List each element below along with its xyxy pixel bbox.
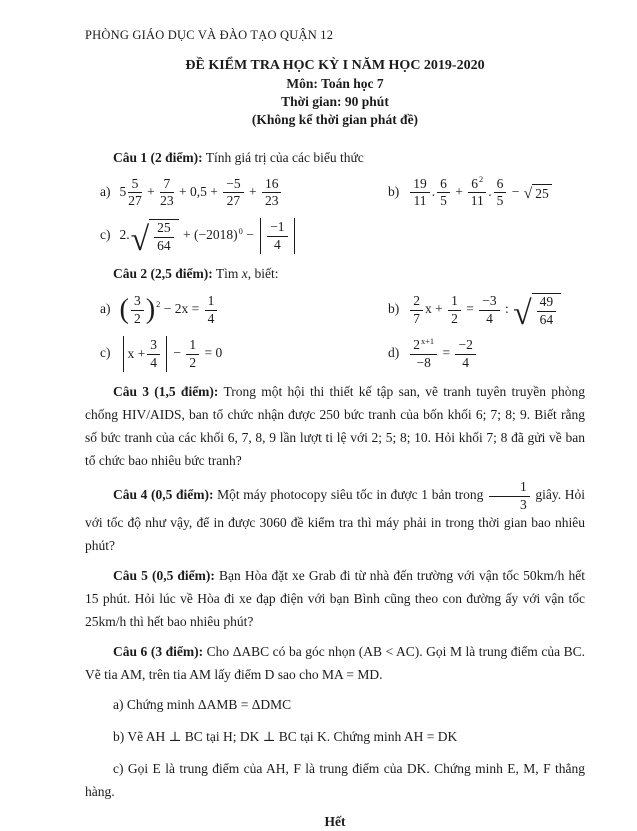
q5-text: Bạn Hòa đặt xe Grab đi từ nhà đến trường với vận tốc 50km/h hết 15 phút. Hỏi lúc về Hòa đi xe đạp điện với bạn Bình cũng theo con đường ấy với vận tốc 25km/h thì hết bao nhiêu phút? <box>85 568 585 630</box>
q1-heading: Câu 1 (2 điểm): <box>113 149 203 165</box>
fraction: $\frac{3}{2}$ <box>131 294 144 326</box>
q2a-formula: ( $\frac{3}{2}$ ) $^2$ − 2x = $\frac{1}{4}$ <box>120 301 220 316</box>
subject-line: Môn: Toán học 7 <box>286 76 384 92</box>
q2-intro-post: , biết: <box>247 266 279 282</box>
q1c-formula: 2. √ $\frac{25}{64}$ + $(-2018)^0$ − $\frac{-1}{4}$ <box>120 227 298 242</box>
q2-row-1 <box>85 293 585 332</box>
note-line: (Không kể thời gian phát đề) <box>251 112 419 128</box>
title-block <box>85 57 585 129</box>
q1-part-c <box>100 218 388 258</box>
fraction: $\frac{1}{2}$ <box>448 294 461 326</box>
q1b-label: b) <box>388 184 400 200</box>
fraction: $\frac{7}{23}$ <box>160 175 174 209</box>
fraction: $\frac{1}{4}$ <box>205 294 218 326</box>
fraction: $\frac{-3}{4}$ <box>479 294 499 326</box>
q2c-formula: x + $\frac{3}{4}$ − $\frac{1}{2}$ = 0 <box>120 345 223 360</box>
q2c-label: c) <box>100 345 111 361</box>
fraction: $\frac{6}{5}$ <box>494 177 507 209</box>
q3-text: Trong một hội thi thiết kế tập san, vẽ tranh tuyên truyền phòng chống HIV/AIDS, ban tổ chức nhận được 250 bức tranh của bốn khối 6; 7; 8; 9. Biết rằng số bức tranh của các khối 6, 7, 8, 9 lần lượt ti lệ với 2; 5; 8; 10. Hỏi khối 7; 8 đã gửi về ban tổ chức bao nhiêu bức tranh? <box>85 384 585 469</box>
q1-part-b <box>388 177 585 209</box>
q1a-label: a) <box>100 184 111 200</box>
radical-sign-icon: √ <box>130 220 150 258</box>
q2-part-b <box>388 293 585 332</box>
q2-part-c <box>100 336 388 372</box>
q4-heading: Câu 4 (0,5 điểm): <box>113 487 214 503</box>
q6-item-b: b) Vẽ AH ⊥ BC tại H; DK ⊥ BC tại K. Chứng minh AH = DK <box>113 728 458 744</box>
exam-title: ĐỀ KIỂM TRA HỌC KỲ I NĂM HỌC 2019-2020 <box>185 58 485 73</box>
question-1-intro <box>85 147 585 170</box>
q6-item-c: c) Gọi E là trung điểm của AH, F là trung điểm của DK. Chứng minh E, M, F thẳng hàng. <box>85 760 585 799</box>
q2-heading: Câu 2 (2,5 điểm): <box>113 266 213 282</box>
q1-intro-text: Tính giá trị của các biểu thức <box>202 149 364 165</box>
q2-part-d <box>388 338 585 370</box>
q1c-label: c) <box>100 227 111 243</box>
q1a-formula: 5 $\frac{5}{27}$ + $\frac{7}{23}$ + 0,5 + $\frac{-5}{27}$ + $\frac{16}{23}$ <box>120 184 284 199</box>
radical-sign-icon: √ <box>523 185 533 203</box>
q2d-label: d) <box>388 345 400 361</box>
q6-heading: Câu 6 (3 điểm): <box>113 644 204 659</box>
question-4 <box>85 480 585 558</box>
absolute-value <box>260 218 294 254</box>
fraction: $\frac{1}{3}$ <box>489 480 530 512</box>
sqrt-radical <box>130 219 179 258</box>
fraction: $\frac{19}{11}$ <box>410 177 430 209</box>
fraction: $\frac{5}{27}$ <box>128 175 142 209</box>
q1b-formula: $\frac{19}{11}$ . $\frac{6}{5}$ + $\frac{6^2}{11}$ . $\frac{6}{5}$ − √ 25 <box>408 184 552 199</box>
department-header: PHÒNG GIÁO DỤC VÀ ĐÀO TẠO QUẬN 12 <box>85 28 334 42</box>
q6-item-a: a) Chứng minh ΔAMB = ΔDMC <box>113 696 292 712</box>
q1-part-a <box>100 177 388 209</box>
question-3 <box>85 381 585 473</box>
q3-heading: Câu 3 (1,5 điểm): <box>113 384 219 400</box>
parenthesized-group: ( $\frac{3}{2}$ ) <box>119 293 156 326</box>
q2-row-2 <box>85 336 585 372</box>
fraction: $\frac{2}{7}$ <box>410 294 423 326</box>
fraction: $\frac{-5}{27}$ <box>223 177 243 209</box>
q5-heading: Câu 5 (0,5 điểm): <box>113 568 215 584</box>
fraction: $\frac{6^2}{11}$ <box>468 177 486 209</box>
fraction: $\frac{2^{x+1}}{-8}$ <box>410 338 437 370</box>
sqrt-radical: √ 25 <box>524 184 552 202</box>
superscript: x+1 <box>421 336 435 346</box>
q2d-formula: $\frac{2^{x+1}}{-8}$ = $\frac{-2}{4}$ <box>408 345 478 360</box>
superscript: 0 <box>238 226 243 236</box>
radical-sign-icon: √ <box>513 294 532 332</box>
q2-intro-pre: Tìm <box>212 266 242 282</box>
end-label: Hết <box>324 813 346 829</box>
question-6 <box>85 641 585 687</box>
q2a-label: a) <box>100 301 111 317</box>
q1-row-2 <box>85 218 585 258</box>
q2-intro-var: x <box>241 266 248 282</box>
fraction: $\frac{3}{4}$ <box>147 338 160 370</box>
q2b-label: b) <box>388 301 400 317</box>
fraction: $\frac{25}{64}$ <box>154 221 174 253</box>
absolute-value: x + $\frac{3}{4}$ <box>123 336 168 372</box>
superscript: 2 <box>479 175 484 185</box>
q4-text: Một máy photocopy siêu tốc in được 1 bản trong $\frac{1}{3}$ giây. Hỏi với tốc độ như vậy, để in được 3060 đề kiểm tra thì máy phải in trong thời gian bao nhiêu phút? <box>85 479 585 554</box>
question-5 <box>85 565 585 634</box>
superscript: 2 <box>156 300 161 309</box>
q1-row-1 <box>85 177 585 209</box>
duration-line: Thời gian: 90 phút <box>281 94 389 110</box>
fraction: $\frac{16}{23}$ <box>262 177 282 209</box>
q6-text: Cho ΔABC có ba góc nhọn (AB < AC). Gọi M là trung điểm của BC. Vẽ tia AM, trên tia AM lấy điểm D sao cho MA = MD. <box>85 644 585 682</box>
fraction: $\frac{1}{2}$ <box>186 338 199 370</box>
question-2-intro <box>85 263 585 286</box>
sqrt-radical <box>513 293 561 332</box>
fraction: $\frac{-1}{4}$ <box>267 220 287 252</box>
q2-part-a <box>100 294 388 326</box>
fraction: $\frac{-2}{4}$ <box>455 338 475 370</box>
fraction: $\frac{6}{5}$ <box>437 177 450 209</box>
q2b-formula: $\frac{2}{7}$ x + $\frac{1}{2}$ = $\frac{-3}{4}$ : √ $\frac{49}{64}$ <box>408 301 562 316</box>
fraction: $\frac{49}{64}$ <box>537 295 557 327</box>
